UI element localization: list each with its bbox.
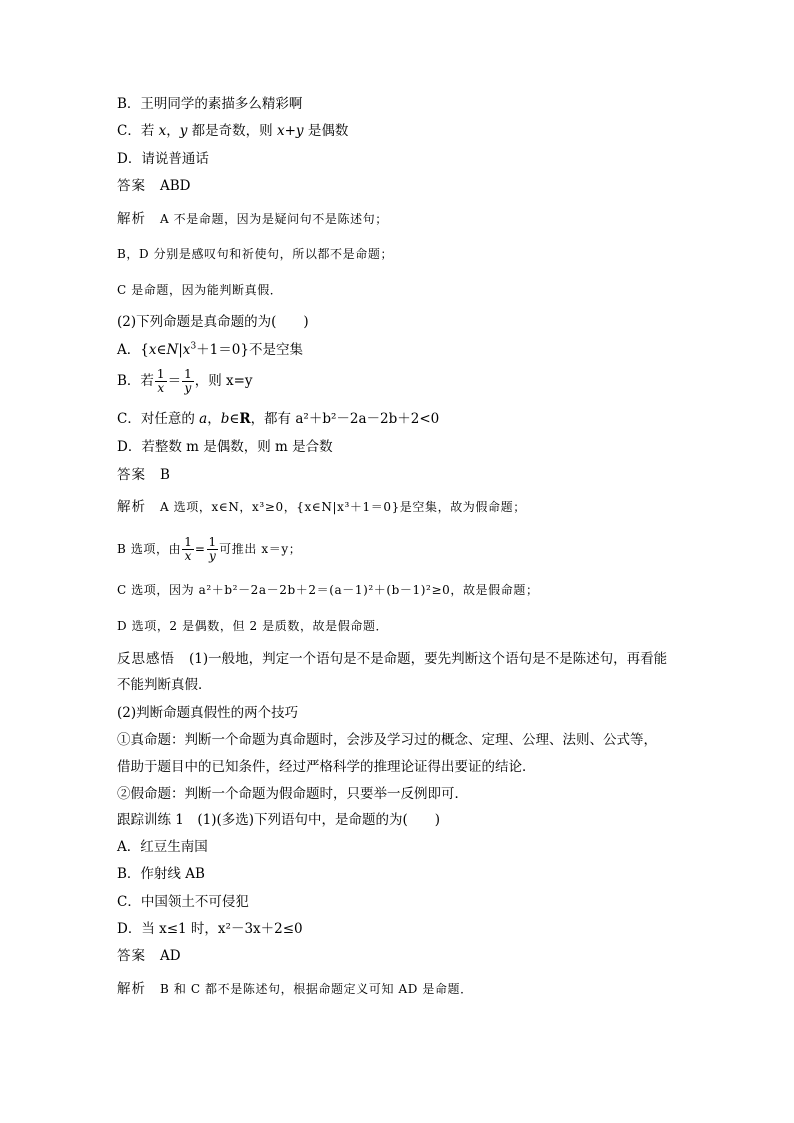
practice-option-c: C．中国领土不可侵犯: [117, 894, 249, 910]
q1-option-c: C．若 x，y 都是奇数，则 x+y 是偶数: [117, 123, 349, 139]
practice-option-a: A．红豆生南国: [117, 839, 208, 855]
practice-analysis: 解析 B 和 C 都不是陈述句，根据命题定义可知 AD 是命题．: [117, 981, 473, 997]
reflection-line-6: ②假命题：判断一个命题为假命题时，只要举一反例即可．: [117, 786, 468, 802]
reflection-line-4: ①真命题：判断一个命题为真命题时，会涉及学习过的概念、定理、公理、法则、公式等，: [117, 732, 657, 748]
practice-answer: 答案 AD: [117, 948, 181, 964]
q2-answer: 答案 B: [117, 467, 170, 483]
q2-analysis-line-1: 解析 A 选项，x∈N，x³≥0，{x∈N|x³＋1＝0}是空集，故为假命题；: [117, 499, 526, 515]
practice-option-b: B．作射线 AB: [117, 866, 205, 882]
reflection-line-2: 不能判断真假．: [117, 677, 212, 693]
q2-option-a: A．$\{x\in N|x^3+1=0\}$不是空集: [117, 341, 303, 358]
q2-option-d: D．若整数 m 是偶数，则 m 是合数: [117, 439, 333, 455]
q2-analysis-line-3: C 选项，因为 a²＋b²－2a－2b＋2＝(a－1)²＋(b－1)²≥0，故是假命题；: [117, 583, 539, 597]
practice-option-d: D．当 x≤1 时，x²－3x＋2≤0: [117, 921, 303, 937]
q2-option-c: C．对任意的 a，b∈R，都有 a²＋b²－2a－2b＋2<0: [117, 411, 440, 427]
q1-analysis-line-3: C 是命题，因为能判断真假．: [117, 283, 283, 297]
fraction-1-over-y: $\frac{1}{y}$: [184, 367, 192, 395]
q2-analysis-line-2: B 选项，由 $\frac{1}{x}$ = $\frac{1}{y}$ 可推出 x＝y；: [117, 535, 302, 563]
q2-option-b: B．若 $\frac{1}{x}$ ＝ $\frac{1}{y}$ ，则 x=y: [117, 367, 253, 395]
fraction-1-over-x: $\frac{1}{x}$: [156, 367, 165, 395]
q2-stem: (2)下列命题是真命题的为( ): [117, 314, 309, 330]
q1-option-b: B．王明同学的素描多么精彩啊: [117, 96, 303, 112]
reflection-line-5: 借助于题目中的已知条件，经过严格科学的推理论证得出要证的结论．: [117, 759, 536, 775]
practice-stem: 跟踪训练 1 (1)(多选)下列语句中，是命题的为( ): [117, 812, 441, 828]
q1-option-d: D．请说普通话: [117, 151, 209, 167]
fraction-1-over-x: $\frac{1}{x}$: [184, 535, 192, 563]
q1-analysis-line-2: B，D 分别是感叹句和祈使句，所以都不是命题；: [117, 247, 394, 261]
q1-analysis-line-1: 解析 A 不是命题，因为是疑问句不是陈述句；: [117, 211, 388, 227]
q1-answer: 答案 ABD: [117, 178, 191, 194]
fraction-1-over-y: $\frac{1}{y}$: [208, 535, 217, 563]
reflection-line-3: (2)判断命题真假性的两个技巧: [117, 705, 299, 721]
q2-analysis-line-4: D 选项，2 是偶数，但 2 是质数，故是假命题．: [117, 619, 389, 633]
reflection-line-1: 反思感悟 (1)一般地，判定一个语句是不是命题，要先判断这个语句是不是陈述句，再看能: [117, 651, 668, 667]
